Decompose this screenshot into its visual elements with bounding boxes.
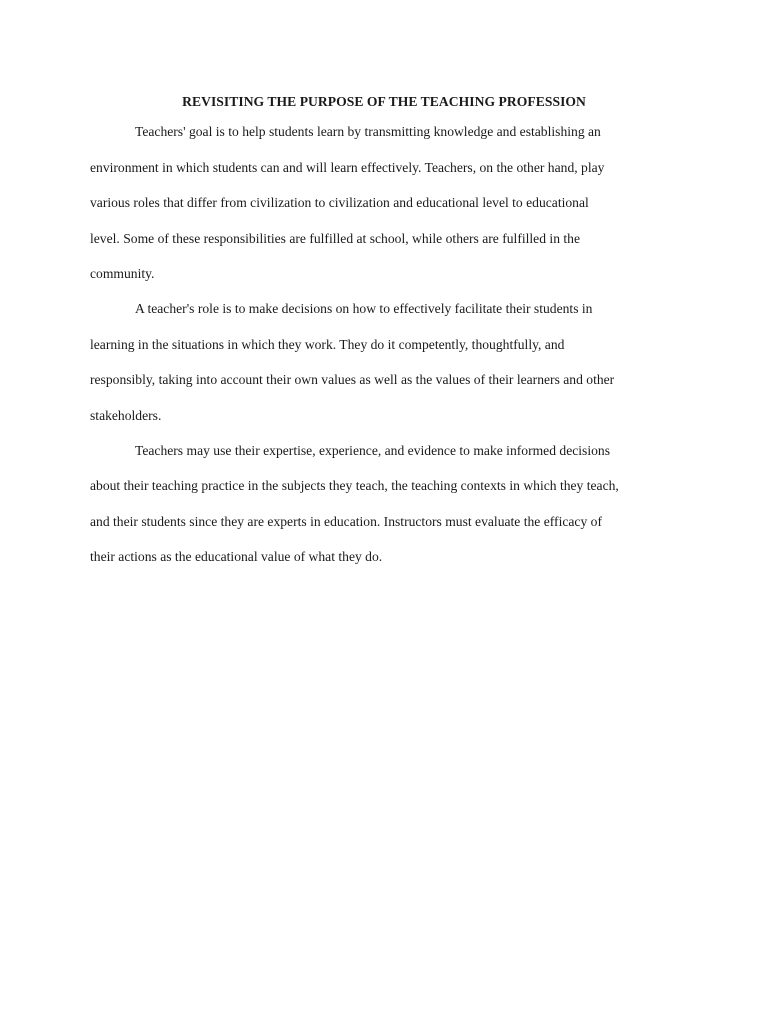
paragraph-line: various roles that differ from civilization to civilization and educational level to educational <box>90 195 589 210</box>
paragraph-line: Teachers may use their expertise, experience, and evidence to make informed decisions <box>135 442 611 458</box>
paragraph-line: Teachers' goal is to help students learn by transmitting knowledge and establishing an <box>135 124 601 139</box>
paragraph-line: A teacher's role is to make decisions on how to effectively facilitate their students in <box>135 301 593 316</box>
document-title: REVISITING THE PURPOSE OF THE TEACHING PROFESSION <box>182 94 586 109</box>
paragraph-line: environment in which students can and will learn effectively. Teachers, on the other hand, play <box>90 159 605 175</box>
paragraph-1 <box>90 123 682 293</box>
paragraph-line: community. <box>90 266 155 281</box>
paragraph-line: learning in the situations in which they work. They do it competently, thoughtfully, and <box>90 336 565 352</box>
paragraph-3 <box>90 442 682 577</box>
paragraph-line: about their teaching practice in the subjects they teach, the teaching contexts in which they teach, <box>90 478 619 493</box>
paragraph-2 <box>90 300 682 435</box>
paragraph-line: and their students since they are experts in education. Instructors must evaluate the efficacy of <box>90 513 602 529</box>
paragraph-line: stakeholders. <box>90 407 162 423</box>
paragraph-line: responsibly, taking into account their own values as well as the values of their learners and other <box>90 372 615 387</box>
document-body <box>90 123 682 583</box>
paragraph-line: level. Some of these responsibilities are fulfilled at school, while others are fulfilled in the <box>90 230 580 246</box>
paragraph-line: their actions as the educational value of what they do. <box>90 549 383 564</box>
